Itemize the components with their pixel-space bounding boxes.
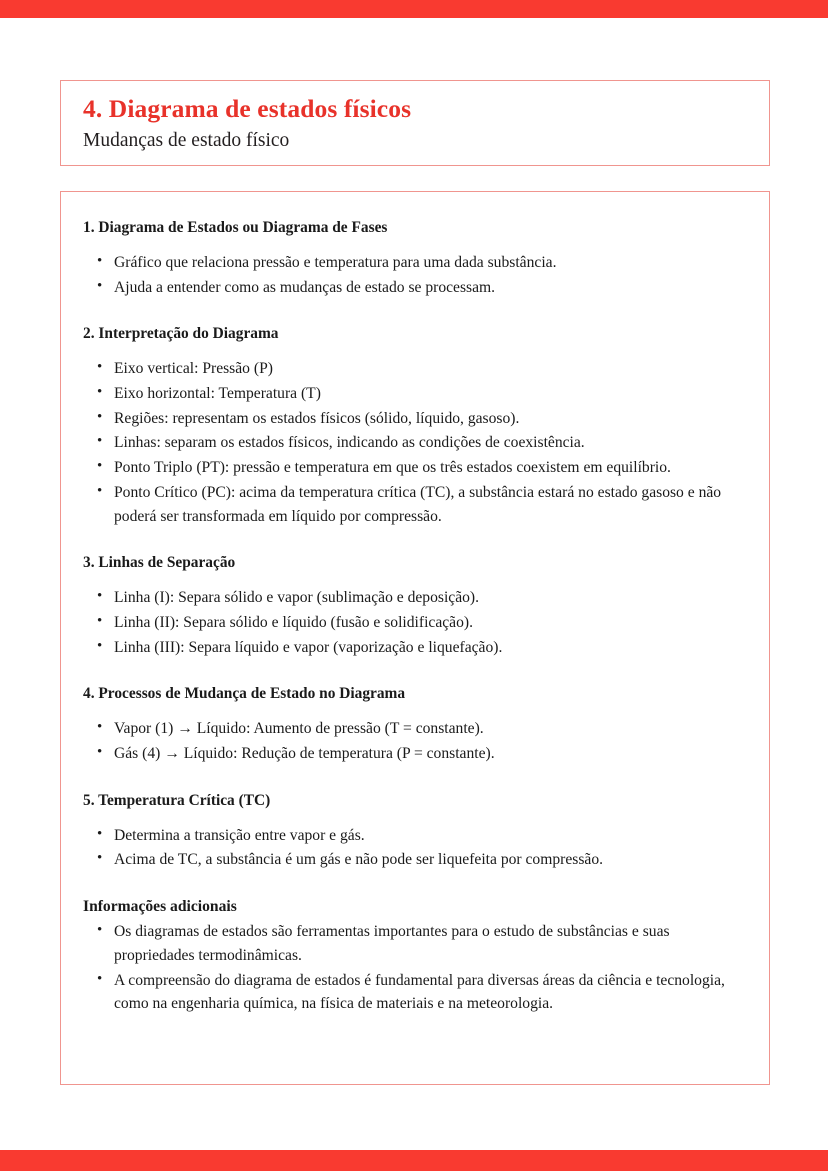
additional-info-heading: Informações adicionais [83,898,237,916]
additional-info-section [83,897,745,1016]
list-item: • Determina a transição entre vapor e gás. [83,824,745,848]
page-title: 4. Diagrama de estados físicos [83,94,412,123]
section-heading: 3. Linhas de Separação [83,554,236,572]
section-heading: 1. Diagrama de Estados ou Diagrama de Fases [83,219,388,236]
section-bullet-list [83,251,745,299]
section-bullet-list [83,586,745,659]
section-bullet-list [83,717,745,765]
top-accent-bar [0,0,828,18]
list-item: • Linha (III): Separa líquido e vapor (vaporização e liquefação). [83,636,745,660]
section-1 [83,218,745,299]
section-4 [83,684,745,765]
page-subtitle: Mudanças de estado físico [83,130,290,152]
list-item: • Os diagramas de estados são ferramentas importantes para o estudo de substâncias e suas propriedades termodinâmicas. [83,920,745,967]
list-item: • A compreensão do diagrama de estados é fundamental para diversas áreas da ciência e tecnologia, como na engenharia química, na física de materiais e na meteorologia. [83,969,745,1016]
content-card [60,191,770,1085]
list-item: • Gráfico que relaciona pressão e temperatura para uma dada substância. [83,251,745,275]
section-5 [83,791,745,872]
list-item: • Linha (I): Separa sólido e vapor (sublimação e deposição). [83,586,745,610]
list-item: • Ponto Crítico (PC): acima da temperatura crítica (TC), a substância estará no estado gasoso e não poderá ser transformada em líquido por compressão. [83,481,745,528]
list-item: • Eixo horizontal: Temperatura (T) [83,382,745,406]
list-item: • Ponto Triplo (PT): pressão e temperatura em que os três estados coexistem em equilíbrio. [83,456,745,480]
section-3 [83,553,745,659]
list-item: • Vapor (1) → Líquido: Aumento de pressão (T = constante). [83,717,745,741]
bottom-accent-bar [0,1150,828,1171]
section-2 [83,324,745,528]
list-item: • Ajuda a entender como as mudanças de estado se processam. [83,276,745,300]
list-item: • Regiões: representam os estados físicos (sólido, líquido, gasoso). [83,407,745,431]
section-heading: 2. Interpretação do Diagrama [83,325,279,343]
list-item: • Eixo vertical: Pressão (P) [83,357,745,381]
list-item: • Linha (II): Separa sólido e líquido (fusão e solidificação). [83,611,745,635]
section-bullet-list [83,357,745,528]
list-item: • Linhas: separam os estados físicos, indicando as condições de coexistência. [83,431,745,455]
title-card [60,80,770,166]
additional-info-bullet-list [83,920,745,1016]
list-item: • Acima de TC, a substância é um gás e não pode ser liquefeita por compressão. [83,848,745,872]
list-item: • Gás (4) → Líquido: Redução de temperatura (P = constante). [83,742,745,766]
section-heading: 4. Processos de Mudança de Estado no Diagrama [83,685,406,703]
section-heading: 5. Temperatura Crítica (TC) [83,791,271,809]
section-bullet-list [83,824,745,872]
